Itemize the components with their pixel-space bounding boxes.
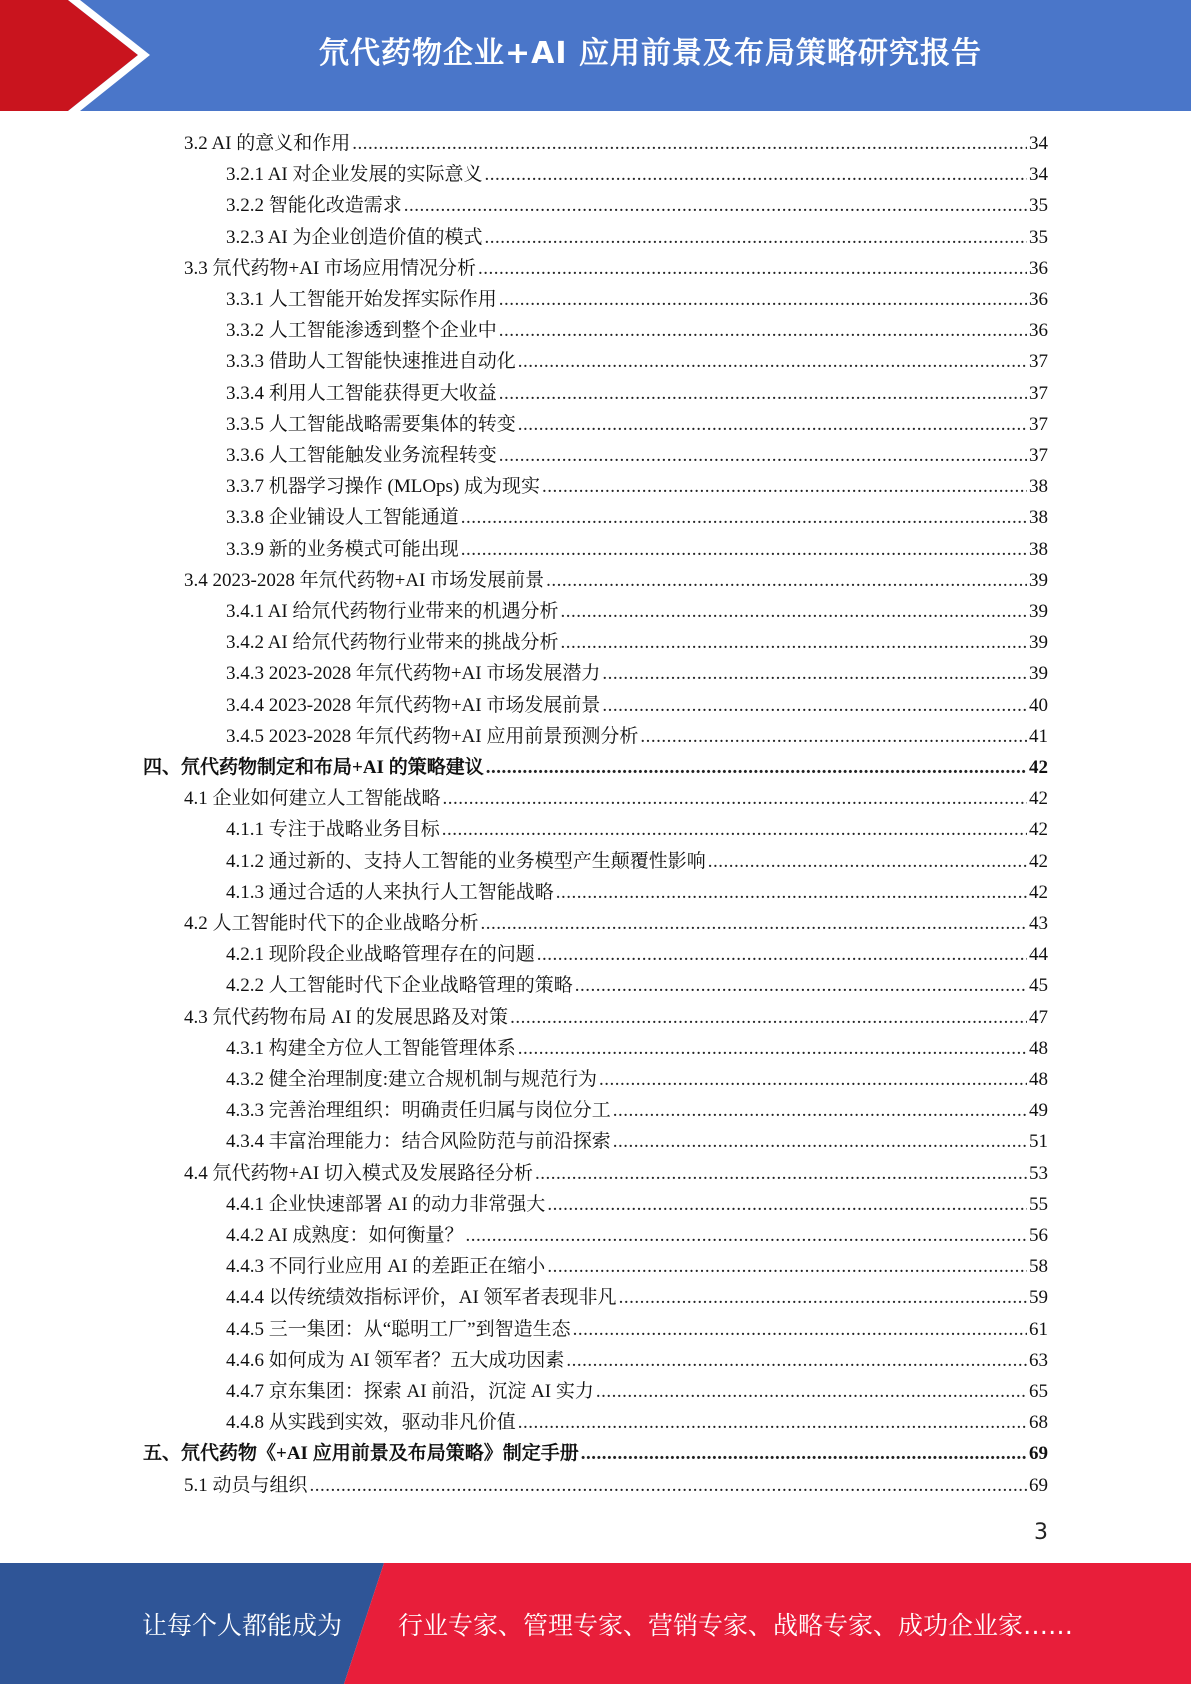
toc-leader-dots	[581, 1438, 1027, 1469]
toc-entry[interactable]	[226, 1407, 1048, 1438]
toc-entry-page: 35	[1029, 226, 1048, 248]
toc-leader-dots	[461, 534, 1027, 565]
toc-entry-page: 47	[1029, 1006, 1048, 1028]
toc-entry[interactable]	[226, 1251, 1048, 1282]
toc-entry[interactable]	[226, 534, 1048, 565]
toc-entry[interactable]	[184, 1470, 1048, 1501]
toc-entry-page: 38	[1029, 476, 1048, 498]
toc-leader-dots	[518, 409, 1027, 440]
toc-entry[interactable]	[226, 1345, 1048, 1376]
toc-entry[interactable]	[184, 1002, 1048, 1033]
toc-entry-page: 40	[1029, 694, 1048, 716]
toc-leader-dots	[461, 502, 1027, 533]
toc-entry-label: 3.4.4 2023-2028 年氘代药物+AI 市场发展前景	[226, 694, 601, 716]
toc-entry-label: 4.3.4 丰富治理能力：结合风险防范与前沿探索	[226, 1131, 611, 1153]
toc-entry[interactable]	[226, 1064, 1048, 1095]
toc-entry-page: 38	[1029, 507, 1048, 529]
toc-leader-dots	[602, 658, 1027, 689]
toc-entry[interactable]	[226, 721, 1048, 752]
toc-leader-dots	[566, 1345, 1027, 1376]
toc-entry-label: 4.4.8 从实践到实效，驱动非凡价值	[226, 1412, 516, 1434]
toc-entry-label: 3.2.1 AI 对企业发展的实际意义	[226, 164, 483, 186]
toc-leader-dots	[535, 1158, 1027, 1189]
toc-entry-label: 4.3.3 完善治理组织：明确责任归属与岗位分工	[226, 1100, 611, 1122]
toc-leader-dots	[708, 846, 1027, 877]
toc-leader-dots	[640, 721, 1027, 752]
toc-entry[interactable]	[226, 1314, 1048, 1345]
toc-entry-page: 53	[1029, 1162, 1048, 1184]
toc-leader-dots	[310, 1470, 1027, 1501]
toc-leader-dots	[561, 627, 1027, 658]
toc-entry[interactable]	[226, 1220, 1048, 1251]
toc-entry-page: 37	[1029, 445, 1048, 466]
toc-entry-label: 4.4.1 企业快速部署 AI 的动力非常强大	[226, 1193, 546, 1215]
toc-leader-dots	[510, 1002, 1027, 1033]
toc-entry-label: 3.4.2 AI 给氘代药物行业带来的挑战分析	[226, 632, 559, 654]
toc-entry-label: 3.3.7 机器学习操作 (MLOps) 成为现实	[226, 476, 541, 498]
toc-entry[interactable]	[226, 1189, 1048, 1220]
toc-entry[interactable]	[226, 315, 1048, 346]
toc-entry[interactable]	[226, 596, 1048, 627]
page-header	[0, 0, 1191, 111]
toc-entry-label: 3.4.3 2023-2028 年氘代药物+AI 市场发展潜力	[226, 663, 601, 685]
toc-entry-label: 3.4.5 2023-2028 年氘代药物+AI 应用前景预测分析	[226, 725, 639, 747]
toc-entry[interactable]	[226, 409, 1048, 440]
toc-entry-page: 69	[1029, 1474, 1048, 1496]
toc-entry[interactable]	[226, 1033, 1048, 1064]
toc-entry-page: 41	[1029, 725, 1048, 747]
toc-entry-page: 38	[1029, 538, 1048, 560]
toc-entry-page: 45	[1029, 975, 1048, 997]
toc-entry-label: 4.4.5 三一集团：从“聪明工厂”到智造生态	[226, 1318, 571, 1340]
toc-entry-label: 五、氘代药物《+AI 应用前景及布局策略》制定手册	[143, 1443, 579, 1465]
toc-entry-page: 61	[1029, 1318, 1048, 1340]
toc-leader-dots	[478, 253, 1027, 284]
toc-entry[interactable]	[143, 1438, 1048, 1469]
toc-entry[interactable]	[226, 284, 1048, 315]
toc-entry[interactable]	[226, 627, 1048, 658]
toc-entry-page: 42	[1029, 819, 1048, 841]
chevron-arrow-icon	[0, 0, 150, 111]
toc-leader-dots	[613, 1126, 1027, 1157]
toc-entry-label: 4.2 人工智能时代下的企业战略分析	[184, 913, 479, 934]
toc-entry-page: 58	[1029, 1256, 1048, 1278]
toc-entry[interactable]	[226, 346, 1048, 377]
toc-leader-dots	[499, 440, 1027, 471]
toc-leader-dots	[443, 783, 1027, 814]
toc-leader-dots	[602, 690, 1027, 721]
toc-entry-page: 36	[1029, 257, 1048, 279]
toc-leader-dots	[486, 752, 1027, 783]
toc-entry-page: 39	[1029, 601, 1048, 622]
toc-entry-label: 3.3.8 企业铺设人工智能通道	[226, 507, 459, 529]
toc-entry-label: 4.3 氘代药物布局 AI 的发展思路及对策	[184, 1006, 509, 1028]
toc-leader-dots	[561, 596, 1027, 627]
toc-leader-dots	[599, 1064, 1027, 1095]
toc-entry[interactable]	[226, 658, 1048, 689]
toc-leader-dots	[481, 908, 1027, 939]
toc-entry-label: 4.1.2 通过新的、支持人工智能的业务模型产生颠覆性影响	[226, 850, 706, 872]
toc-entry-page: 63	[1029, 1349, 1048, 1371]
toc-leader-dots	[499, 315, 1027, 346]
toc-leader-dots	[537, 939, 1027, 970]
toc-entry-label: 3.3.2 人工智能渗透到整个企业中	[226, 320, 497, 342]
toc-leader-dots	[485, 159, 1027, 190]
toc-entry-label: 4.4.4 以传统绩效指标评价，AI 领军者表现非凡	[226, 1287, 617, 1309]
toc-entry[interactable]	[226, 378, 1048, 409]
toc-entry-page: 39	[1029, 569, 1048, 591]
toc-entry-label: 4.1.3 通过合适的人来执行人工智能战略	[226, 881, 554, 903]
toc-entry-page: 59	[1029, 1287, 1048, 1309]
toc-entry-page: 36	[1029, 320, 1048, 342]
toc-entry[interactable]	[226, 846, 1048, 877]
toc-entry-label: 3.3.9 新的业务模式可能出现	[226, 538, 459, 560]
toc-entry-page: 65	[1029, 1381, 1048, 1402]
toc-leader-dots	[613, 1095, 1027, 1126]
toc-entry-page: 36	[1029, 289, 1048, 310]
toc-leader-dots	[518, 346, 1027, 377]
toc-entry[interactable]	[226, 1282, 1048, 1313]
page-number: 3	[1034, 1520, 1048, 1545]
page-footer	[0, 1563, 1191, 1684]
toc-leader-dots	[556, 877, 1027, 908]
toc-entry-label: 5.1 动员与组织	[184, 1474, 308, 1496]
toc-leader-dots	[573, 1314, 1027, 1345]
toc-entry-page: 39	[1029, 632, 1048, 654]
toc-leader-dots	[499, 378, 1027, 409]
toc-entry[interactable]	[226, 690, 1048, 721]
toc-entry-page: 69	[1029, 1443, 1048, 1465]
toc-entry-page: 55	[1029, 1193, 1048, 1215]
toc-leader-dots	[485, 222, 1027, 253]
toc-leader-dots	[546, 565, 1027, 596]
toc-entry-label: 3.3.6 人工智能触发业务流程转变	[226, 445, 497, 466]
toc-entry-page: 43	[1029, 913, 1048, 934]
toc-entry-label: 3.3.5 人工智能战略需要集体的转变	[226, 413, 516, 435]
toc-entry-label: 4.4.6 如何成为 AI 领军者？五大成功因素	[226, 1349, 565, 1371]
toc-leader-dots	[442, 814, 1027, 845]
toc-entry[interactable]	[184, 908, 1048, 939]
footer-slogan-left: 让每个人都能成为	[142, 1610, 343, 1640]
toc-entry[interactable]	[226, 970, 1048, 1001]
toc-entry[interactable]	[226, 1376, 1048, 1407]
toc-entry-label: 4.2.1 现阶段企业战略管理存在的问题	[226, 944, 535, 966]
toc-entry[interactable]	[184, 783, 1048, 814]
toc-entry-page: 48	[1029, 1069, 1048, 1090]
toc-entry-page: 39	[1029, 663, 1048, 685]
toc-entry[interactable]	[184, 253, 1048, 284]
toc-entry-label: 4.4.7 京东集团：探索 AI 前沿，沉淀 AI 实力	[226, 1381, 594, 1402]
toc-entry-label: 3.3.4 利用人工智能获得更大收益	[226, 382, 497, 404]
toc-entry-page: 42	[1029, 757, 1048, 778]
toc-entry-page: 56	[1029, 1225, 1048, 1246]
toc-entry[interactable]	[184, 565, 1048, 596]
toc-entry-label: 4.4.2 AI 成熟度：如何衡量？	[226, 1225, 464, 1246]
toc-entry-page: 68	[1029, 1412, 1048, 1434]
toc-leader-dots	[499, 284, 1027, 315]
toc-entry[interactable]	[226, 1126, 1048, 1157]
toc-entry[interactable]	[226, 1095, 1048, 1126]
toc-entry-label: 4.4.3 不同行业应用 AI 的差距正在缩小	[226, 1256, 546, 1278]
toc-entry[interactable]	[143, 752, 1048, 783]
toc-entry[interactable]	[226, 939, 1048, 970]
toc-entry[interactable]	[184, 128, 1048, 159]
report-title: 氘代药物企业+AI 应用前景及布局策略研究报告	[319, 36, 982, 71]
toc-leader-dots	[619, 1282, 1027, 1313]
toc-leader-dots	[466, 1220, 1027, 1251]
toc-leader-dots	[547, 1189, 1027, 1220]
toc-leader-dots	[547, 1251, 1027, 1282]
toc-leader-dots	[542, 471, 1027, 502]
toc-entry[interactable]	[226, 222, 1048, 253]
toc-entry-page: 37	[1029, 413, 1048, 435]
toc-entry[interactable]	[184, 1158, 1048, 1189]
toc-entry-label: 4.3.2 健全治理制度:建立合规机制与规范行为	[226, 1069, 598, 1090]
toc-entry-label: 3.2.2 智能化改造需求	[226, 195, 402, 217]
toc-entry-label: 4.4 氘代药物+AI 切入模式及发展路径分析	[184, 1162, 534, 1184]
toc-leader-dots	[575, 970, 1027, 1001]
toc-entry[interactable]	[226, 159, 1048, 190]
toc-entry[interactable]	[226, 471, 1048, 502]
toc-leader-dots	[518, 1033, 1027, 1064]
toc-leader-dots	[404, 190, 1027, 221]
toc-entry[interactable]	[226, 502, 1048, 533]
toc-entry-page: 44	[1029, 944, 1048, 966]
toc-entry-label: 四、氘代药物制定和布局+AI 的策略建议	[143, 757, 484, 778]
toc-entry-page: 34	[1029, 164, 1048, 186]
toc-leader-dots	[518, 1407, 1027, 1438]
toc-entry-page: 37	[1029, 382, 1048, 404]
toc-entry[interactable]	[226, 877, 1048, 908]
toc-entry[interactable]	[226, 814, 1048, 845]
toc-entry-label: 3.2 AI 的意义和作用	[184, 133, 351, 154]
toc-entry-page: 51	[1029, 1131, 1048, 1153]
toc-entry-page: 34	[1029, 133, 1048, 154]
toc-entry-page: 42	[1029, 850, 1048, 872]
toc-entry-page: 42	[1029, 788, 1048, 810]
toc-entry-label: 4.2.2 人工智能时代下企业战略管理的策略	[226, 975, 573, 997]
toc-leader-dots	[596, 1376, 1027, 1407]
toc-entry-label: 4.1.1 专注于战略业务目标	[226, 819, 440, 841]
toc-entry[interactable]	[226, 440, 1048, 471]
toc-entry-page: 37	[1029, 351, 1048, 373]
toc-entry-label: 3.3.3 借助人工智能快速推进自动化	[226, 351, 516, 373]
toc-entry-label: 3.2.3 AI 为企业创造价值的模式	[226, 226, 483, 248]
toc-entry-page: 42	[1029, 881, 1048, 903]
toc-entry-label: 4.1 企业如何建立人工智能战略	[184, 788, 441, 810]
toc-entry-label: 3.3 氘代药物+AI 市场应用情况分析	[184, 257, 477, 279]
toc-entry-label: 3.3.1 人工智能开始发挥实际作用	[226, 289, 497, 310]
toc-entry[interactable]	[226, 190, 1048, 221]
toc-entry-page: 49	[1029, 1100, 1048, 1122]
toc-entry-label: 3.4 2023-2028 年氘代药物+AI 市场发展前景	[184, 569, 545, 591]
toc-entry-page: 35	[1029, 195, 1048, 217]
footer-slogan-right: 行业专家、管理专家、营销专家、战略专家、成功企业家……	[398, 1610, 1074, 1640]
toc-entry-page: 48	[1029, 1037, 1048, 1059]
toc-leader-dots	[352, 128, 1027, 159]
toc-entry-label: 3.4.1 AI 给氘代药物行业带来的机遇分析	[226, 601, 559, 622]
toc-entry-label: 4.3.1 构建全方位人工智能管理体系	[226, 1037, 516, 1059]
